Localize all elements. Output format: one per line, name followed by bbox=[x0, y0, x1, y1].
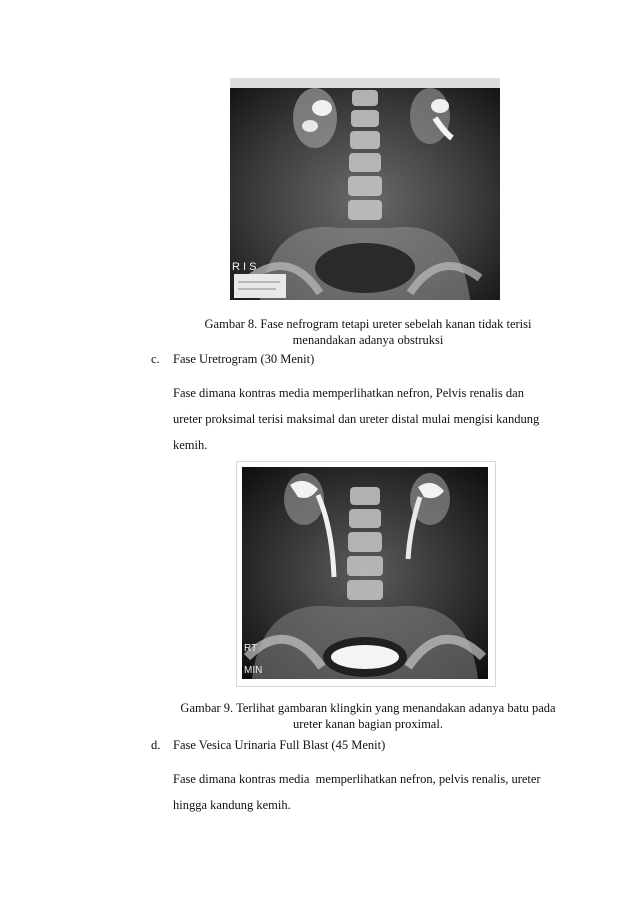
section-c-paragraph bbox=[173, 380, 564, 458]
section-d-paragraph bbox=[173, 766, 573, 818]
figure-9-caption bbox=[163, 700, 573, 732]
section-d-heading bbox=[151, 738, 385, 753]
section-c-line-1: Fase dimana kontras media memperlihatkan nefron, Pelvis renalis dan bbox=[173, 386, 524, 400]
figure-8-xray-image bbox=[230, 78, 500, 300]
section-d-line-2: hingga kandung kemih. bbox=[173, 798, 291, 812]
figure-9-caption-line-1: Gambar 9. Terlihat gambaran klingkin yang menandakan adanya batu pada bbox=[180, 701, 556, 715]
figure-9-xray-image bbox=[242, 467, 488, 679]
xray-9-graphic bbox=[242, 467, 488, 679]
section-c-heading bbox=[151, 352, 314, 367]
film-marker-8: R I S bbox=[232, 261, 257, 273]
section-c-line-3: kemih. bbox=[173, 438, 208, 452]
section-c-line-2: ureter proksimal terisi maksimal dan ureter distal mulai mengisi kandung bbox=[173, 412, 540, 426]
figure-8-caption-line-1: Gambar 8. Fase nefrogram tetapi ureter sebelah kanan tidak terisi bbox=[204, 317, 532, 331]
figure-9-caption-line-2: ureter kanan bagian proximal. bbox=[293, 717, 443, 731]
section-d-line-1: Fase dimana kontras media memperlihatkan nefron, pelvis renalis, ureter bbox=[173, 772, 541, 786]
figure-8-caption-line-2: menandakan adanya obstruksi bbox=[292, 333, 444, 347]
section-c-title: Fase Uretrogram (30 Menit) bbox=[173, 352, 315, 366]
xray-8-graphic bbox=[230, 78, 500, 300]
film-marker-9-top: RT bbox=[244, 643, 258, 654]
figure-8-caption bbox=[168, 316, 568, 348]
section-c-marker: c. bbox=[151, 352, 160, 366]
section-d-marker: d. bbox=[151, 738, 161, 752]
film-marker-9-bottom: MIN bbox=[244, 665, 263, 676]
section-d-title: Fase Vesica Urinaria Full Blast (45 Menit) bbox=[173, 738, 386, 752]
